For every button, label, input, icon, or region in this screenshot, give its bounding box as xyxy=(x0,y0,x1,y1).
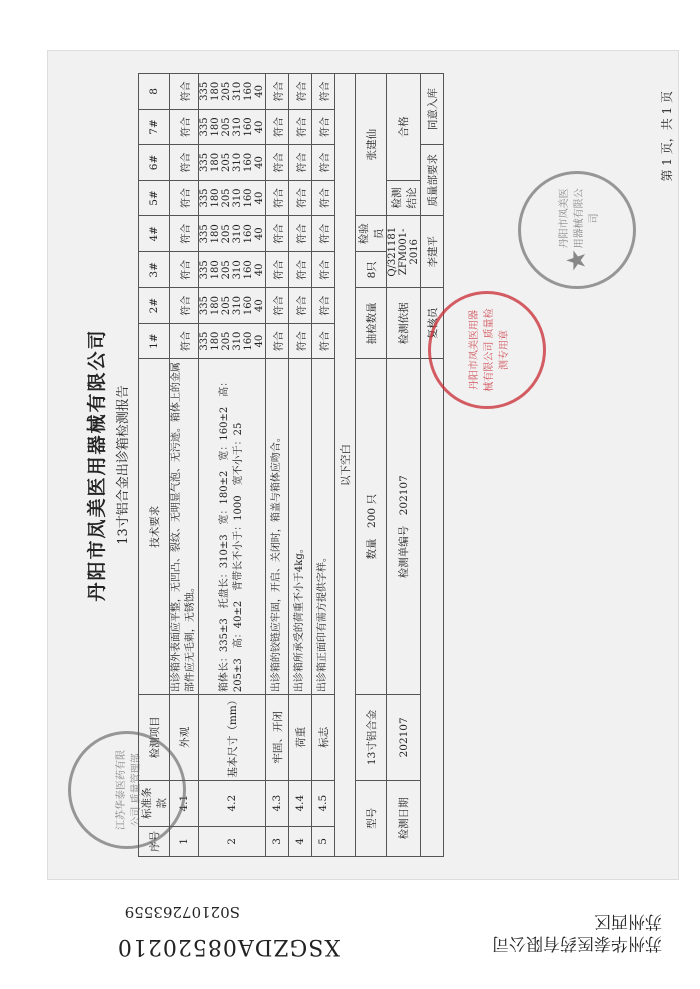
inspector-label: 检验员 xyxy=(356,216,387,252)
page-footer: 第 1 页，共 1 页 xyxy=(660,91,674,182)
qty-unit: 只 xyxy=(365,494,378,505)
std-value: Q/321181 ZFM001-2016 xyxy=(387,216,421,288)
receiver-gray-stamp xyxy=(68,731,186,849)
header-sample-6: 6# xyxy=(139,145,170,181)
red-stamp-text: 丹阳市凤美医用器械有限公司 质量检测专用章 xyxy=(468,308,510,392)
date-value: 202107 xyxy=(387,695,421,781)
blank-row xyxy=(335,74,356,857)
sample-result-8: 符合 xyxy=(170,74,199,110)
doc-number: S02107263559 xyxy=(124,903,240,921)
row-item: 基本尺寸（mm） xyxy=(199,695,266,781)
sample-result-7: 335 180 205 310 160 40 xyxy=(199,109,266,145)
sample-result-2: 符合 xyxy=(170,288,199,324)
row-requirement: 出诊箱所承受的荷重不小于4kg。 xyxy=(289,359,312,695)
row-requirement: 出诊箱的铰链应牢固，开启、关闭时，箱盖与箱体应吻合。 xyxy=(266,359,289,695)
row-item: 牢固、开闭 xyxy=(266,695,289,781)
inspector-value: 张建仙 xyxy=(356,74,387,216)
table-row xyxy=(266,74,289,857)
header-sample-5: 5# xyxy=(139,180,170,216)
sample-result-3: 符合 xyxy=(289,252,312,288)
row-requirement: 出诊箱外表面应平整，无凹凸、裂纹、无明显气泡、无污迹。箱体上的金属部件应无毛刺，无锈蚀。 xyxy=(170,359,199,695)
model-value: 13寸铝合金 xyxy=(356,695,387,781)
sample-result-2: 符合 xyxy=(266,288,289,324)
row-clause: 4.3 xyxy=(266,780,289,826)
sample-result-1: 335 180 205 310 160 40 xyxy=(199,323,266,359)
form-value: 202107 xyxy=(398,475,410,516)
header-requirement: 技术要求 xyxy=(139,359,170,695)
summary-row-1 xyxy=(356,74,387,857)
sample-value: 8只 xyxy=(356,252,387,288)
row-clause: 4.5 xyxy=(312,780,335,826)
blank-note: 以下空白 xyxy=(335,74,356,857)
sample-result-6: 符合 xyxy=(312,145,335,181)
report-sheet xyxy=(48,51,678,879)
sample-result-2: 符合 xyxy=(289,288,312,324)
sample-result-3: 符合 xyxy=(266,252,289,288)
quality-red-stamp xyxy=(428,291,546,409)
row-clause: 4.4 xyxy=(289,780,312,826)
header-sample-3: 3# xyxy=(139,252,170,288)
sample-result-7: 符合 xyxy=(266,109,289,145)
sample-result-4: 符合 xyxy=(289,216,312,252)
sample-result-8: 335 180 205 310 160 40 xyxy=(199,74,266,110)
row-no: 2 xyxy=(199,826,266,856)
header-sample-4: 4# xyxy=(139,216,170,252)
sample-result-1: 符合 xyxy=(266,323,289,359)
sample-result-8: 符合 xyxy=(312,74,335,110)
sample-result-7: 符合 xyxy=(170,109,199,145)
form-cell xyxy=(387,359,421,695)
empty-cell xyxy=(421,359,444,857)
sample-result-1: 符合 xyxy=(312,323,335,359)
sample-result-7: 符合 xyxy=(289,109,312,145)
qty-value: 200 xyxy=(365,507,378,528)
row-clause: 4.2 xyxy=(199,780,266,826)
header-sample-7: 7# xyxy=(139,109,170,145)
form-label: 检测单编号 xyxy=(398,525,410,579)
sample-result-5: 符合 xyxy=(266,180,289,216)
address-line-1: 苏州华泰医药有限公司 xyxy=(492,933,662,953)
row-no: 5 xyxy=(312,826,335,856)
summary-row-3 xyxy=(421,74,444,857)
sample-result-4: 符合 xyxy=(266,216,289,252)
row-no: 3 xyxy=(266,826,289,856)
sample-result-5: 符合 xyxy=(312,180,335,216)
sample-result-7: 符合 xyxy=(312,109,335,145)
barcode-text: XSGZDA08520210 xyxy=(116,934,340,959)
header-item: 检测项目 xyxy=(139,695,170,781)
row-item: 标志 xyxy=(312,695,335,781)
summary-row-2 xyxy=(387,74,421,857)
sample-result-4: 符合 xyxy=(170,216,199,252)
gray-stamp-text-1: 江苏华泰医药有限公司 质量管理部 xyxy=(116,750,142,830)
sample-result-3: 符合 xyxy=(170,252,199,288)
table-row xyxy=(199,74,266,857)
company-gray-stamp xyxy=(518,171,636,289)
sample-result-8: 符合 xyxy=(266,74,289,110)
date-label: 检测日期 xyxy=(387,780,421,856)
inspection-table xyxy=(138,73,444,857)
header-no: 序号 xyxy=(139,826,170,856)
table-row xyxy=(170,74,199,857)
sample-result-3: 符合 xyxy=(312,252,335,288)
conclusion-value: 合格 xyxy=(387,74,421,181)
header-sample-1: 1# xyxy=(139,323,170,359)
address-line-2: 苏州西区 xyxy=(594,911,662,931)
header-sample-2: 2# xyxy=(139,288,170,324)
sample-result-5: 符合 xyxy=(170,180,199,216)
report-title: 13寸铝合金出诊箱检测报告 xyxy=(116,385,131,545)
sample-result-5: 符合 xyxy=(289,180,312,216)
qa-value: 同意入库 xyxy=(421,74,444,145)
std-label: 检测依据 xyxy=(387,288,421,359)
row-item: 外观 xyxy=(170,695,199,781)
sample-result-8: 符合 xyxy=(289,74,312,110)
table-row xyxy=(312,74,335,857)
row-requirement: 出诊箱正面印有需方提供字样。 xyxy=(312,359,335,695)
qa-label: 质量部要求 xyxy=(421,145,444,216)
reviewer-value: 李建平 xyxy=(421,216,444,288)
sample-result-6: 符合 xyxy=(266,145,289,181)
sample-result-3: 335 180 205 310 160 40 xyxy=(199,252,266,288)
gray-stamp-text-2: 丹阳市凤美医用器械有限公司 xyxy=(558,188,600,249)
header-clause: 标准条款 xyxy=(139,780,170,826)
row-clause: 4.1 xyxy=(170,780,199,826)
company-title: 丹阳市凤美医用器械有限公司 xyxy=(86,328,108,602)
sample-result-6: 符合 xyxy=(289,145,312,181)
sample-label: 抽检数量 xyxy=(356,288,387,359)
table-body xyxy=(170,74,335,857)
qty-cell xyxy=(356,359,387,695)
recipient-address xyxy=(492,910,662,954)
sample-result-5: 335 180 205 310 160 40 xyxy=(199,180,266,216)
row-no: 4 xyxy=(289,826,312,856)
sample-result-1: 符合 xyxy=(170,323,199,359)
sample-result-2: 335 180 205 310 160 40 xyxy=(199,288,266,324)
header-sample-8: 8 xyxy=(139,74,170,110)
sample-result-4: 符合 xyxy=(312,216,335,252)
row-item: 荷重 xyxy=(289,695,312,781)
model-label: 型号 xyxy=(356,780,387,856)
conclusion-label: 检测结论 xyxy=(387,180,421,216)
report-sheet-content xyxy=(48,51,678,879)
sample-result-4: 335 180 205 310 160 40 xyxy=(199,216,266,252)
reviewer-label: 复核员 xyxy=(421,288,444,359)
sample-result-2: 符合 xyxy=(312,288,335,324)
sample-result-6: 符合 xyxy=(170,145,199,181)
qty-label: 数量 xyxy=(365,538,378,560)
star-icon: ★ xyxy=(562,248,592,272)
row-no: 1 xyxy=(170,826,199,856)
sample-result-1: 符合 xyxy=(289,323,312,359)
table-row xyxy=(289,74,312,857)
row-requirement: 箱体长：335±3 托盘长：310±3 宽：180±2 宽：160±2 高：205±3 高：40±2 背带长不小于：1000 宽不小于：25 xyxy=(199,359,266,695)
sample-result-6: 335 180 205 310 160 40 xyxy=(199,145,266,181)
